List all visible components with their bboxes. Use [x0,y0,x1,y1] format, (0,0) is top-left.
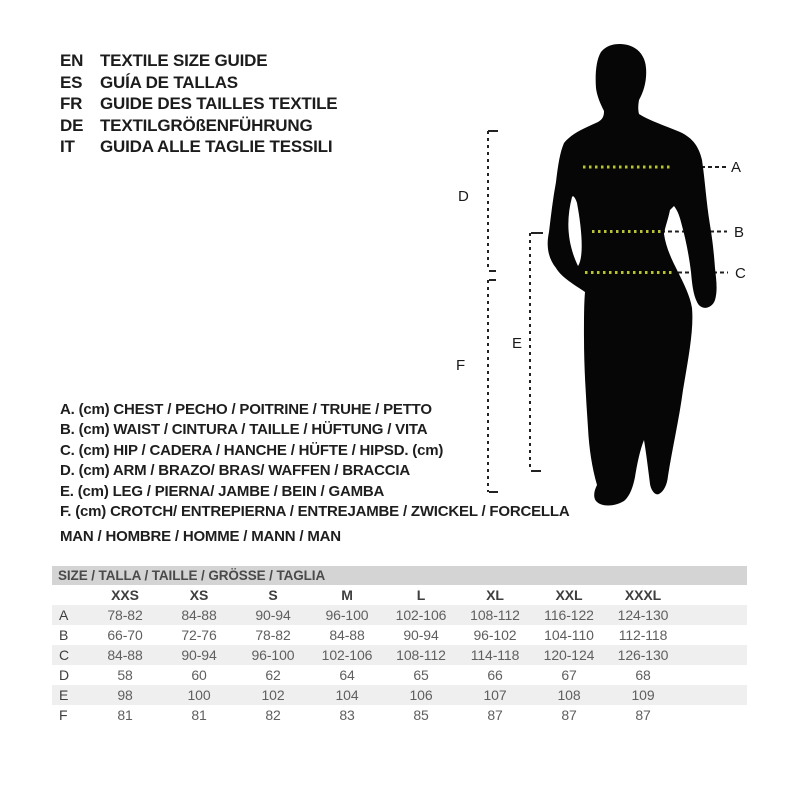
size-cell: 62 [265,667,281,683]
size-column-header: XXXL [624,587,662,603]
language-title: TEXTILE SIZE GUIDE [100,51,268,70]
corner-cell [52,585,88,605]
size-cell: 96-102 [473,627,517,643]
row-label: B [59,627,69,643]
legend-line-crotch: F. (cm) CROTCH/ ENTREPIERNA / ENTREJAMBE / ZWICKEL / FORCELLA [60,503,570,521]
size-cell: 90-94 [403,627,439,643]
language-code: IT [60,137,75,157]
size-cell: 106 [409,687,433,703]
size-cell: 98 [117,687,133,703]
marker-label-arm: D [458,188,469,205]
marker-label-waist: B [734,224,745,241]
size-table-title: SIZE / TALLA / TAILLE / GRÖSSE / TAGLIA [52,566,747,585]
size-cell: 102-106 [395,607,447,623]
size-cell: 64 [339,667,355,683]
size-cell: 124-130 [617,607,669,623]
size-column-header: L [416,587,426,603]
row-label: D [59,667,70,683]
size-cell: 85 [413,707,429,723]
size-cell: 78-82 [107,607,143,623]
marker-label-chest: A [731,159,742,176]
size-cell: 81 [117,707,133,723]
size-cell: 107 [483,687,507,703]
legend-line-arm: D. (cm) ARM / BRAZO/ BRAS/ WAFFEN / BRACCIA [60,462,411,480]
size-column-header: XXL [555,587,583,603]
size-cell: 84-88 [107,647,143,663]
size-cell: 87 [487,707,503,723]
size-table [52,566,747,725]
table-row-crotch [52,705,747,725]
size-cell: 120-124 [543,647,595,663]
size-cell: 72-76 [181,627,217,643]
measurement-legend [60,400,569,522]
size-cell: 116-122 [544,607,594,623]
size-header-row [52,585,747,605]
marker-label-leg: E [512,335,523,352]
size-cell: 60 [191,667,207,683]
language-code: FR [60,94,83,114]
table-row-waist [52,625,747,645]
size-column-header: M [341,587,353,603]
filler-cell [680,685,747,705]
size-cell: 102-106 [321,647,373,663]
size-cell: 67 [561,667,577,683]
table-row-chest [52,605,747,625]
size-cell: 58 [117,667,133,683]
legend-line-hip: C. (cm) HIP / CADERA / HANCHE / HÜFTE / HIPSD. (cm) [60,441,444,459]
man-silhouette [548,44,717,506]
language-code: EN [60,51,84,70]
language-title: GUIDE DES TAILLES TEXTILE [100,94,338,114]
size-cell: 96-100 [251,647,295,663]
size-cell: 126-130 [617,647,669,663]
legend-line-waist: B. (cm) WAIST / CINTURA / TAILLE / HÜFTUNG / VITA [60,421,428,439]
size-cell: 82 [265,707,281,723]
size-cell: 78-82 [255,627,291,643]
language-code: ES [60,72,83,92]
size-cell: 96-100 [325,607,369,623]
size-cell: 90-94 [181,647,217,663]
size-cell: 104 [335,687,359,703]
table-row-hip [52,645,747,665]
size-cell: 68 [635,667,651,683]
size-cell: 102 [261,687,285,703]
size-cell: 84-88 [181,607,217,623]
filler-cell [680,625,747,645]
size-cell: 65 [413,667,429,683]
size-cell: 112-118 [618,627,668,643]
language-title: GUIDA ALLE TAGLIE TESSILI [100,137,333,157]
row-label: C [59,647,70,663]
table-row-arm [52,665,747,685]
row-label: F [59,707,68,723]
marker-label-hip: C [735,265,746,282]
size-column-header: XS [189,587,209,603]
size-cell: 90-94 [255,607,291,623]
filler-cell [680,665,747,685]
gender-line: MAN / HOMBRE / HOMME / MANN / MAN [60,528,341,545]
size-cell: 87 [635,707,651,723]
filler-cell [680,605,747,625]
size-cell: 100 [187,687,211,703]
size-cell: 84-88 [329,627,365,643]
marker-label-crotch: F [456,357,466,374]
size-cell: 108-112 [396,647,446,663]
row-label: A [59,607,69,623]
filler-cell [680,705,747,725]
size-cell: 66 [487,667,503,683]
filler-cell [680,585,747,605]
size-cell: 81 [191,707,207,723]
language-title: GUÍA DE TALLAS [100,72,238,92]
size-column-header: XL [486,587,504,603]
legend-line-chest: A. (cm) CHEST / PECHO / POITRINE / TRUHE / PETTO [60,401,432,418]
size-column-header: S [268,587,278,603]
size-cell: 108-112 [470,607,520,623]
size-cell: 66-70 [107,627,143,643]
filler-cell [680,645,747,665]
size-column-header: XXS [111,587,139,603]
size-cell: 104-110 [544,627,594,643]
size-cell: 108 [557,687,581,703]
language-title: TEXTILGRÖßENFÜHRUNG [100,115,313,135]
table-row-leg [52,685,747,705]
size-cell: 87 [561,707,577,723]
language-code: DE [60,115,84,135]
size-cell: 114-118 [470,647,520,663]
legend-line-leg: E. (cm) LEG / PIERNA/ JAMBE / BEIN / GAMBA [60,482,385,500]
row-label: E [59,687,69,703]
size-cell: 83 [339,707,355,723]
size-cell: 109 [631,687,655,703]
